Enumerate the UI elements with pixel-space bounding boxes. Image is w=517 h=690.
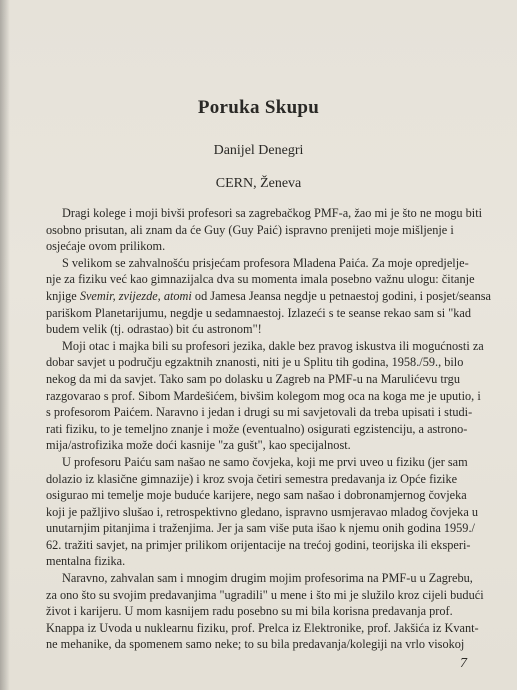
text-line: dobar savjet u području egzaktnih znanosti, niti je u Splitu tih godina, 1958./59., bilo: [46, 355, 464, 370]
paragraph: [46, 338, 484, 454]
text-line: koji je pažljivo slušao i, retrospektivno gledano, ispravno usmjeravao mladog čovjeka u: [46, 504, 478, 519]
book-title-emphasis: Svemir, zvijezde, atomi: [79, 288, 192, 303]
page-title: Poruka Skupu: [197, 97, 320, 118]
text-line: mija/astrofizika može doći kasnije "za gušt", kao specijalnost.: [46, 438, 351, 453]
paragraph: [46, 454, 478, 570]
text-line: pariškom Planetarijumu, negdje u sedamnaestoj. Izlazeći s te seanse rekao sam si "kad: [46, 305, 472, 320]
text-line: dolazio iz klasične gimnazije) i kroz svoja četiri semestra predavanja iz Opće fizike: [46, 471, 458, 486]
text-line: Naravno, zahvalan sam i mnogim drugim mojim profesorima na PMF-u u Zagrebu,: [62, 571, 473, 586]
text-line: razgovarao s prof. Sibom Mardešićem, bivšim kolegom mog oca na koga me je uputio, i: [46, 388, 481, 403]
text-line: nje za fiziku već kao gimnazijalca dva su momenta imala posebno važnu ulogu: čitanje: [46, 272, 475, 287]
text-line: 62. tražiti savjet, na primjer prilikom orijentacije na trećoj godini, teorijska ili eksperi-: [46, 537, 471, 552]
text-line: osigurao mi temelje moje buduće karijere, nego sam našao i dobronamjernog čovjeka: [46, 488, 467, 503]
text-line: Moji otac i majka bili su profesori jezika, dakle bez pravog iskustva ili mogućnosti za: [62, 338, 484, 353]
text-line: osjećaje ovom prilikom.: [46, 239, 166, 254]
text-line: knjige Svemir, zvijezde, atomi od Jamesa Jeansa negdje u petnaestoj godini, i posjet/seansa: [46, 288, 491, 303]
page-number: 7: [460, 656, 467, 671]
paragraph: [46, 570, 484, 653]
text-line: budem velik (tj. odrastao) bit ću astronom"!: [46, 322, 262, 337]
text-line: za ono što su svojim predavanjima "ugradili" u mene i što mi je služilo kroz cijeli budući: [46, 587, 484, 602]
text-line: Dragi kolege i moji bivši profesori sa zagrebačkog PMF-a, žao mi je što ne mogu biti: [62, 206, 483, 220]
text-line: U profesoru Paiću sam našao ne samo čovjeka, koji me prvi uveo u fiziku (jer sam: [62, 454, 468, 469]
author-name: Danijel Denegri: [213, 143, 304, 158]
text-line: s profesorom Paićem. Naravno i jedan i drugi su mi savjetovali da treba upisati i studi-: [46, 405, 473, 420]
text-line: život i karijeru. U mom kasnijem radu posebno su mi bila korisna predavanja prof.: [46, 604, 453, 619]
body-text: [46, 205, 491, 653]
text-line: nekog da mi da savjet. Tako sam po dolasku u Zagreb na PMF-u na Marulićevu trgu: [46, 371, 460, 386]
text-line: S velikom se zahvalnošću prisjećam profesora Mladena Paića. Za moje opredjelje-: [62, 255, 469, 270]
text-line: osobno prisutan, ali znam da će Guy (Guy Paić) ispravno prenijeti moje mišljenje i: [46, 222, 454, 237]
paragraph: [46, 205, 483, 255]
text-line: mentalna fizika.: [46, 554, 126, 569]
paragraph: [46, 255, 491, 338]
text-line: unutarnjim pitanjima i traženjima. Jer ja sam više puta išao k njemu onih godina 1959./: [46, 521, 475, 536]
author-affiliation: CERN, Ženeva: [215, 176, 302, 191]
text-line: Knappa iz Uvoda u nuklearnu fiziku, prof. Prelca iz Elektronike, prof. Jakšića iz Kvant-: [46, 620, 479, 635]
text-line: rati fiziku, to je temeljno znanje i može (eventualno) osigurati egzistenciju, a astrono-: [46, 421, 468, 436]
text-line: ne mehanike, da spomenem samo neke; to su bila predavanja/kolegiji na vrlo visokoj: [46, 637, 465, 652]
